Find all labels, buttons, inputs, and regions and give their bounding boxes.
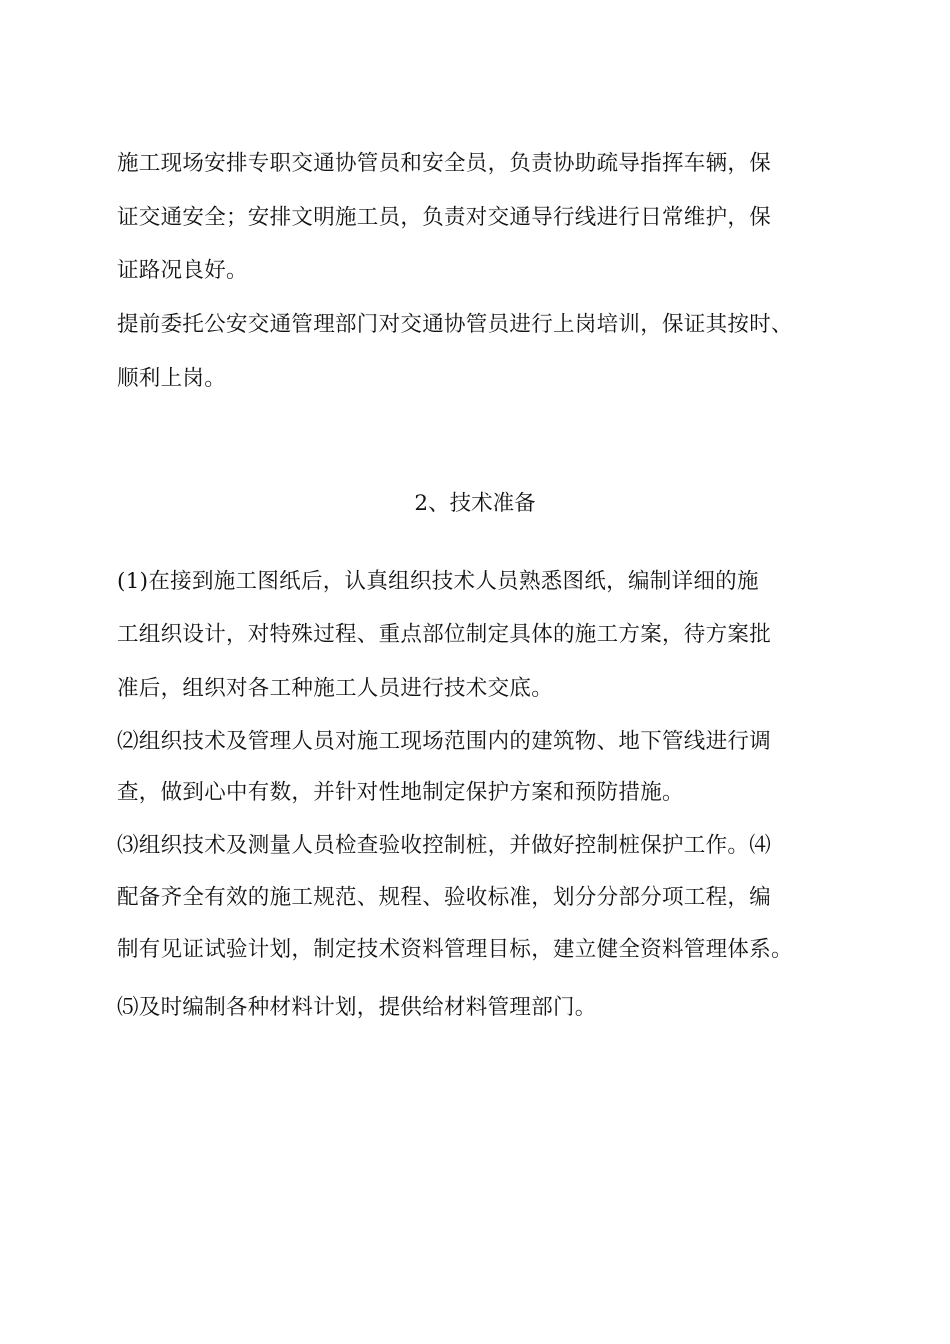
paragraph-line: 制有见证试验计划，制定技术资料管理目标，建立健全资料管理体系。 bbox=[117, 937, 793, 962]
paragraph-line: ⑶组织技术及测量人员检查验收控制桩，并做好控制桩保护工作。⑷ bbox=[117, 833, 772, 858]
paragraph-line: 准后，组织对各工种施工人员进行技术交底。 bbox=[117, 676, 554, 701]
paragraph-line: 工组织设计，对特殊过程、重点部位制定具体的施工方案，待方案批 bbox=[117, 622, 772, 647]
paragraph-line: 提前委托公安交通管理部门对交通协管员进行上岗培训，保证其按时、 bbox=[117, 312, 793, 337]
paragraph-line: 配备齐全有效的施工规范、规程、验收标准，划分分部分项工程，编 bbox=[117, 885, 772, 910]
paragraph-line: ⑸及时编制各种材料计划，提供给材料管理部门。 bbox=[117, 995, 597, 1020]
paragraph-line: (1)在接到施工图纸后，认真组织技术人员熟悉图纸，编制详细的施 bbox=[117, 569, 759, 594]
paragraph-line: 证交通安全；安排文明施工员，负责对交通导行线进行日常维护，保 bbox=[117, 205, 772, 230]
paragraph-line: ⑵组织技术及管理人员对施工现场范围内的建筑物、地下管线进行调 bbox=[117, 729, 772, 754]
paragraph-line: 查，做到心中有数，并针对性地制定保护方案和预防措施。 bbox=[117, 780, 684, 805]
paragraph-line: 施工现场安排专职交通协管员和安全员，负责协助疏导指挥车辆，保 bbox=[117, 151, 772, 176]
paragraph-line: 证路况良好。 bbox=[117, 258, 248, 283]
section-heading: 2、技术准备 bbox=[414, 491, 536, 516]
paragraph-line: 顺利上岗。 bbox=[117, 366, 227, 391]
